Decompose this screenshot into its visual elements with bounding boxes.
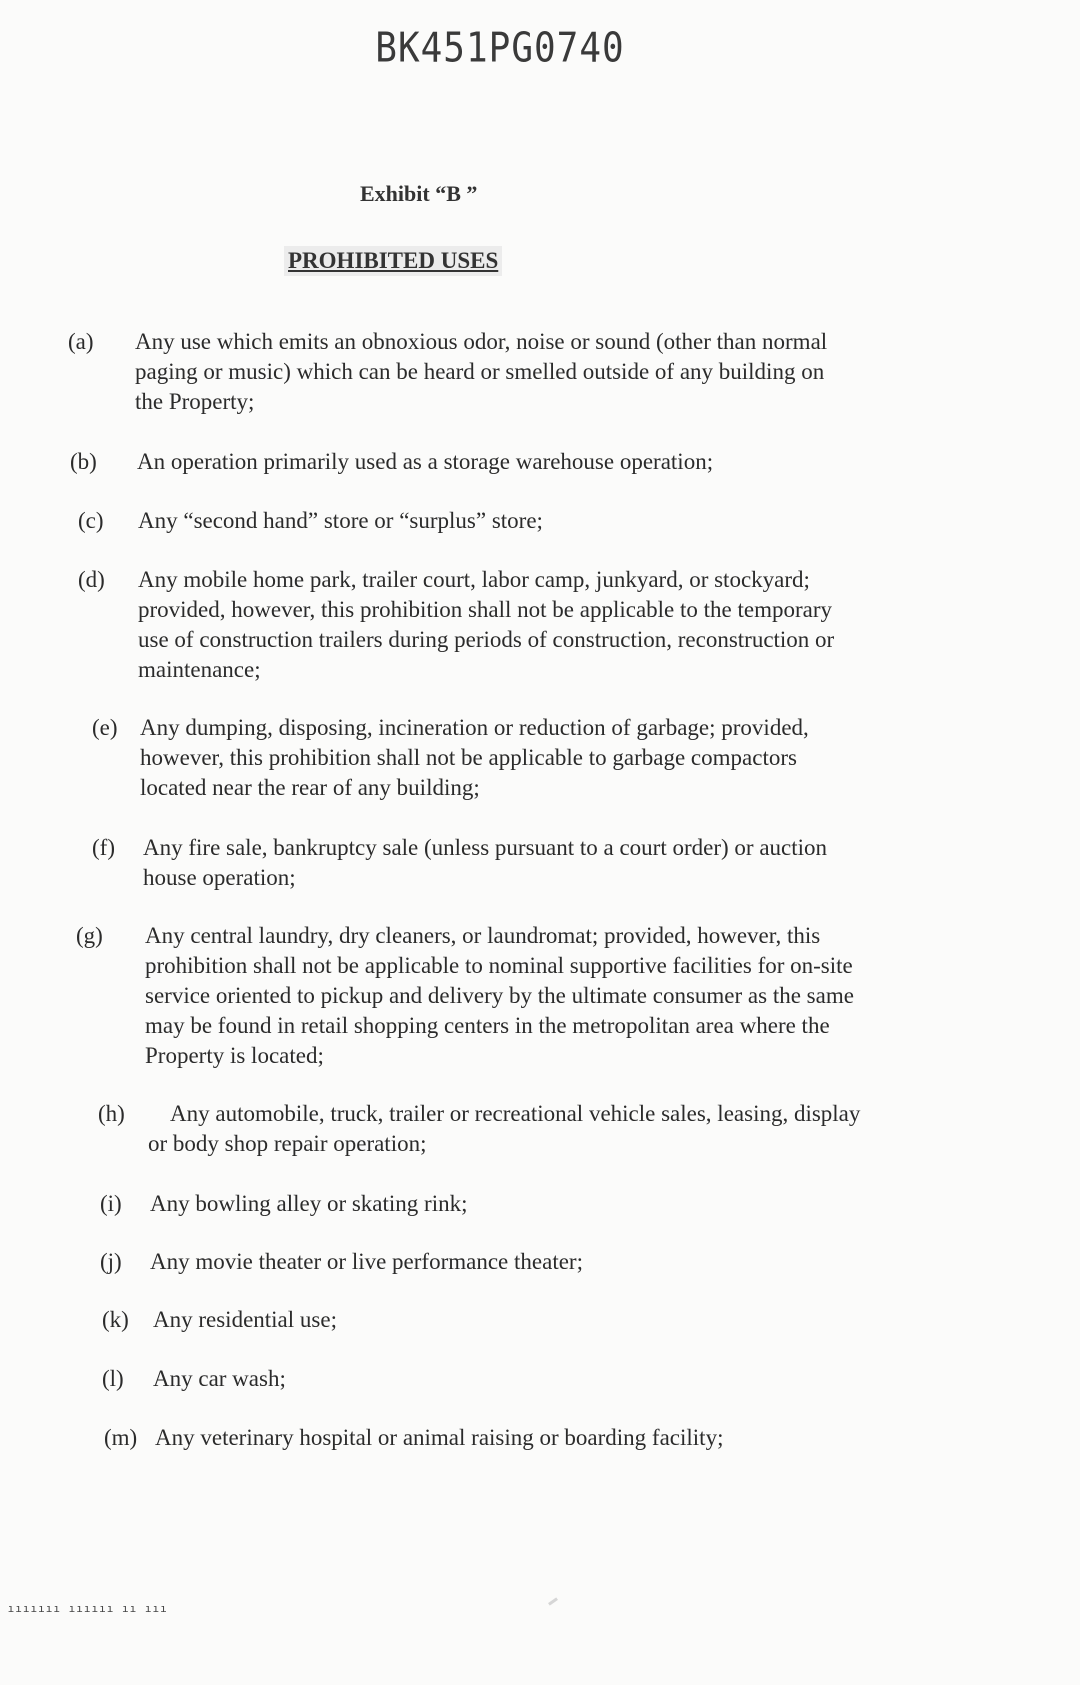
list-item-marker: (h) [98, 1101, 125, 1126]
list-item-marker: (m) [104, 1425, 138, 1450]
list-item-line: located near the rear of any building; [140, 775, 480, 800]
list-item-marker: (l) [102, 1366, 124, 1391]
list-item-line: paging or music) which can be heard or smelled outside of any building on [135, 359, 825, 384]
list-item-line: prohibition shall not be applicable to nominal supportive facilities for on-site [145, 953, 853, 978]
list-item-line: Any central laundry, dry cleaners, or laundromat; provided, however, this [145, 923, 821, 948]
list-item-line: Any “second hand” store or “surplus” store; [138, 508, 543, 533]
list-item-marker: (i) [100, 1191, 122, 1216]
book-page-stamp: BK451PG0740 [375, 24, 625, 73]
exhibit-label: Exhibit “B ” [360, 181, 478, 206]
list-item-line: service oriented to pickup and delivery by the ultimate consumer as the same [145, 983, 854, 1008]
list-item-line: Any dumping, disposing, incineration or reduction of garbage; provided, [140, 715, 809, 740]
list-item-line: or body shop repair operation; [148, 1131, 427, 1156]
list-item-marker: (g) [76, 923, 103, 948]
footer-barcode-text: ııııııı ıııııı ıı ııı [0, 1602, 168, 1615]
list-item-line: Any movie theater or live performance theater; [150, 1249, 583, 1274]
list-item-marker: (b) [70, 449, 97, 474]
list-item-line: may be found in retail shopping centers in the metropolitan area where the [145, 1013, 830, 1038]
list-item-line: Any car wash; [153, 1366, 286, 1391]
list-item-marker: (f) [92, 835, 115, 860]
list-item-line: use of construction trailers during periods of construction, reconstruction or [138, 627, 835, 652]
list-item-line: Any residential use; [153, 1307, 337, 1332]
list-item-marker: (a) [68, 329, 94, 354]
list-item-line: Any fire sale, bankruptcy sale (unless pursuant to a court order) or auction [143, 835, 828, 860]
list-item-line: Any use which emits an obnoxious odor, noise or sound (other than normal [135, 329, 828, 354]
list-item-line: however, this prohibition shall not be applicable to garbage compactors [140, 745, 797, 770]
list-item-line: house operation; [143, 865, 296, 890]
list-item-marker: (e) [92, 715, 118, 740]
scan-smudge [548, 1597, 558, 1605]
list-item-line: the Property; [135, 389, 255, 414]
list-item-marker: (j) [100, 1249, 122, 1274]
list-item-line: provided, however, this prohibition shall not be applicable to the temporary [138, 597, 833, 622]
list-item-marker: (d) [78, 567, 105, 592]
list-item-line: Any bowling alley or skating rink; [150, 1191, 468, 1216]
list-item-line: Any mobile home park, trailer court, labor camp, junkyard, or stockyard; [138, 567, 810, 592]
list-item-line: Property is located; [145, 1043, 324, 1068]
page-title: PROHIBITED USES [284, 246, 502, 276]
list-item-line: Any veterinary hospital or animal raising or boarding facility; [155, 1425, 724, 1450]
list-item-line: Any automobile, truck, trailer or recreational vehicle sales, leasing, display [170, 1101, 861, 1126]
list-item-marker: (k) [102, 1307, 129, 1332]
list-item-line: An operation primarily used as a storage warehouse operation; [137, 449, 714, 474]
list-item-marker: (c) [78, 508, 104, 533]
list-item-line: maintenance; [138, 657, 261, 682]
